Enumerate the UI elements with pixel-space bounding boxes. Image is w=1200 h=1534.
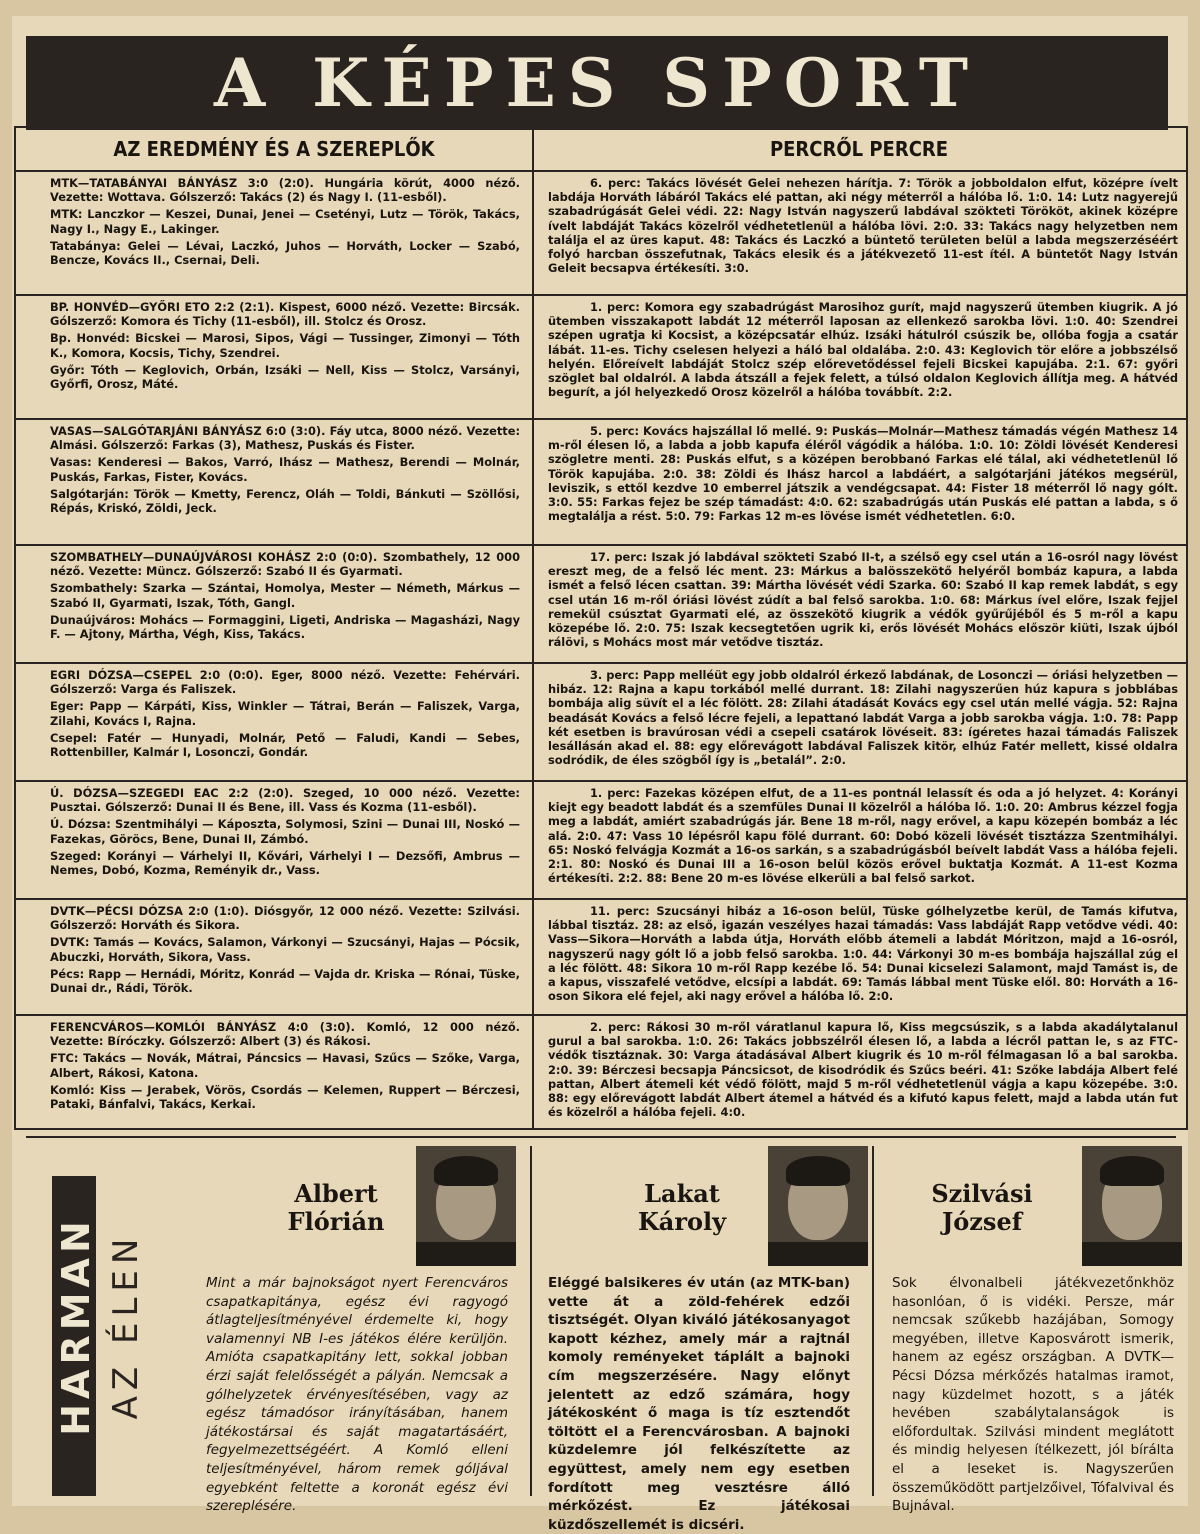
profile-name: Albert Flórián — [287, 1179, 385, 1236]
match-lineups — [16, 420, 534, 546]
team-lineup: Győr: Tóth — Keglovich, Orbán, Izsáki — Nell, Kiss — Stolcz, Varsányi, Győrfi, Orosz, Máté. — [50, 362, 520, 392]
minute-by-minute-text: 1. perc: Komora egy szabadrúgást Marosihoz gurít, majd nagyszerű ütemben kiugrik. A jó ütemben visszakapott labdát 12 méterről laposan az ellenkező sarokba lövi. 1:0. 40: Szendrei szépen ugratja ki Kocsist, a középcsatár elhúz. Izsáki hátulról csúszik be, ollóba fogja a csatár lábát. 11-es. Tichy cselesen helyezi a háló bal oldalába. 2:0. 43: Keglovich tör előre a jobbszélső helyén. Előreívelt labdáját Stolcz szép előrevetődéssel fejeli Bicskei kapujába. 2:1. 67: győri szöglet bal oldalról. A labda átszáll a fejek felett, a túlsó oldalon Keglovich állítja meg. A hátvéd begurít, a jól helyezkedő Orosz közelről a hálóba továbbít. 2:2. — [548, 300, 1178, 400]
match-lineups — [16, 782, 534, 900]
team-lineup: Dunaújváros: Mohács — Formaggini, Ligeti, Andriska — Magasházi, Nagy F. — Ajtony, Mártha, Végh, Kiss, Takács. — [50, 612, 520, 642]
match-minutes — [534, 420, 1186, 546]
team-lineup: Szombathely: Szarka — Szántai, Homolya, Mester — Németh, Márkus — Szabó II, Gyarmati, Iszak, Tóth, Gangl. — [50, 581, 520, 610]
team-lineup: DVTK: Tamás — Kovács, Salamon, Várkonyi — Szucsányi, Hajas — Pócsik, Abuczki, Horváth, Sikora, Vass. — [50, 935, 520, 964]
match-summary: SZOMBATHELY—DUNAÚJVÁROSI KOHÁSZ 2:0 (0:0). Szombathely, 12 000 néző. Vezette: Müncz. Gólszerző: Szabó II és Gyarmati. — [50, 550, 520, 579]
match-lineups — [16, 900, 534, 1016]
minute-by-minute-text: 2. perc: Rákosi 30 m-ről váratlanul kapura lő, Kiss megcsúszik, s a labda akadálytalanul gurul a bal sarokba. 1:0. 26: Takács jobbszélről élesen lő, a labda a lécről pattan le, s az FTC-védők tisztáznak. 30: Varga átadásával Albert kiugrik és 10 m-ről félmagasan lő a bal sarokba. 2:0. 39: Bérczesi becsapja Páncsicsot, de kisodródik és Szűcs beéri. 41: Szőke labdája Albert felé pattan, Albert átemeli két védő fölött, majd 5 m-ről védhetetlenül vágja a kapu közepébe. 3:0. 88: egy előrevágott labdát Albert átemel a hátvéd és a kifutó kapus felett, majd a labda után fut és közelről a hálóba fejeli. 4:0. — [548, 1020, 1178, 1120]
team-lineup: Salgótarján: Török — Kmetty, Ferencz, Oláh — Toldi, Bánkuti — Szöllősi, Répás, Kriskó, Zöldi, Jeck. — [50, 486, 520, 516]
results-column-header: AZ EREDMÉNY ÉS A SZEREPLŐK — [16, 128, 534, 172]
match-lineups — [16, 172, 534, 296]
match-row — [16, 170, 1186, 296]
match-minutes — [534, 900, 1186, 1016]
feature-section — [26, 1136, 1176, 1533]
match-row — [16, 1014, 1186, 1130]
profile-text: Mint a már bajnokságot nyert Ferencváros csapatkapitánya, egész évi ragyogó átlagteljesítményével érdemelte ki, hogy valamennyi NB I-es játékos élére kerüljön. Amióta csapatkapitány lett, sokkal jobban érzi saját felelősségét a pályán. Nemcsak a gólhelyzetek érvényesítésében, vagy az egész támadósor irányításában, hanem játékostársai és saját magatartásáért, fegyelmezettségéért. A Komló elleni teljesítményével, három remek góljával egyebként feltette a koronát egész évi szereplésére. — [206, 1275, 508, 1515]
match-summary: FERENCVÁROS—KOMLÓI BÁNYÁSZ 4:0 (3:0). Komló, 12 000 néző. Vezette: Bíróczky. Gólszerző: Albert (3) és Rákosi. — [50, 1020, 520, 1049]
team-lineup: Szeged: Korányi — Várhelyi II, Kővári, Várhelyi I — Dezsőfi, Ambrus — Nemes, Dobó, Kozma, Reményik dr., Vass. — [50, 848, 520, 878]
team-lineup: Vasas: Kenderesi — Bakos, Varró, Ihász — Mathesz, Berendi — Molnár, Puskás, Farkas, Fister, Kovács. — [50, 455, 520, 484]
team-lineup: MTK: Lanczkor — Keszei, Dunai, Jenei — Csetényi, Lutz — Török, Takács, Nagy I., Nagy E., Lakinger. — [50, 207, 520, 236]
minute-by-minute-text: 17. perc: Iszak jó labdával szökteti Szabó II-t, a szélső egy csel után a 16-osról nagy lövést ereszt meg, de a felső léc ment. 23: Márkus a balösszekötő helyéről bombáz kapura, a labda ismét a felső lécen csattan. 39: Mártha lövését védi Szarka. 60: Szabó II kap remek labdát, s egy csel után 16 m-ről óriási lövést zúdít a bal felső sarokba. 1:0. 68: Márkus ível előre, Iszak fejjel remekül csúsztat Gyarmati elé, az összekötő kiugrik a védők gyűrűjéből és 5 m-ről a kapu közepébe lő. 2:0. 75: Iszak kecsegtetően ugrik ki, erős lövését Mohács először kiüti, Iszak újból rálövi, s Mohács most már vetődve tisztáz. — [548, 550, 1178, 650]
match-lineups — [16, 1016, 534, 1130]
feature-subtitle: AZ ÉLEN — [106, 1232, 146, 1420]
profile-albert — [176, 1136, 516, 1515]
team-lineup: Komló: Kiss — Jerabek, Vörös, Csordás — Kelemen, Ruppert — Bérczesi, Pataki, Bánfalvi, Takács, Kerkai. — [50, 1082, 520, 1112]
match-row — [16, 294, 1186, 420]
match-row — [16, 662, 1186, 782]
match-summary: Ú. DÓZSA—SZEGEDI EAC 2:2 (2:0). Szeged, 10 000 néző. Vezette: Pusztai. Gólszerző: Dunai II és Bene, ill. Vass és Kozma (11-esből). — [50, 786, 520, 815]
match-minutes — [534, 1016, 1186, 1130]
minute-by-minute-text: 11. perc: Szucsányi hibáz a 16-oson belül, Tüske gólhelyzetbe kerül, de Tamás kifutva, lábbal tisztáz. 28: az első, igazán veszélyes hazai támadás: Vass labdáját Rapp vetődve védi. 40: Vass—Sikora—Horváth a labda útja, Horváth előbb átemeli a labdát Móritzon, majd a 16-osról, nagyszerű nagy gólt lő a jobb felső sarokba. 1:0. 44: Várkonyi 30 m-es bombája hajszállal zúg el a léc fölött. 48: Sikora 10 m-ről Rapp kezébe lő. 54: Dunai kicselezi Salamont, majd Tamást is, de a kapus, visszafelé vetődve, elcsípi a labdát. 69: Tamás lábbal ment Tüske elől. 80: Horváth a 16-oson Sikora elé fejel, aki nagy erővel a hálóba lő. 2:0. — [548, 904, 1178, 1004]
match-minutes — [534, 172, 1186, 296]
minute-by-minute-text: 1. perc: Fazekas középen elfut, de a 11-es pontnál lelassít és oda a jó helyzet. 4: Korányi kiejt egy beadott labdát és a szemfüles Dunai II közelről a hálóba lő. 1:0. 20: Ambrus kézzel fogja meg a labdát, amiért szabadrúgás jár. Bene 18 m-ről, nagy erővel, a kapu közepén bombáz a léc alá. 2:0. 47: Vass 10 lépésről kapu fölé durrant. 60: Dobó közeli lövését tisztázza Szentmihályi. 65: Noskó felvágja Kozmát a 16-os sarkán, s a szabadrúgásból beívelt labdát Vass a hálóba fejeli. 2:1. 80: Noskó és Dunai III a 16-oson belül közös erővel buktatja Kozmát. A 11-est Kozma értékesíti. 2:2. 88: Bene 20 m-es lövése elkerüli a bal felső sarkot. — [548, 786, 1178, 886]
match-minutes — [534, 546, 1186, 664]
match-lineups — [16, 664, 534, 782]
match-row — [16, 418, 1186, 546]
feature-title: HARMAN — [54, 1216, 98, 1436]
team-lineup: Eger: Papp — Kárpáti, Kiss, Winkler — Tátrai, Berán — Faliszek, Varga, Zilahi, Kovács I, Rajna. — [50, 699, 520, 728]
match-summary: BP. HONVÉD—GYŐRI ETO 2:2 (2:1). Kispest, 6000 néző. Vezette: Bircsák. Gólszerző: Komora és Tichy (11-esből), ill. Stolcz és Orosz. — [50, 300, 520, 329]
team-lineup: Csepel: Fatér — Hunyadi, Molnár, Pető — Faludi, Kandi — Sebes, Rottenbiller, Kalmár I, Losonczi, Gondár. — [50, 730, 520, 760]
newspaper-page — [12, 16, 1188, 1533]
profile-text: Eléggé balsikeres év után (az MTK-ban) vette át a zöld-fehérek edzői tisztségét. Olyan kiváló játékosanyagot kapott kézhez, amely már a rajtnál komoly reményeket táplált a bajnoki cím megszerzésére. Nagy előnyt jelentett az edző számára, hogy játékosként ő maga is tíz esztendőt töltött el a Ferencvárosban. A bajnoki küzdelemre jól felkészítette az együttest, amely nem egy esetben fordított meg vesztésre álló mérkőzést. Ez játékosai küzdőszellemét is dicséri. — [548, 1275, 850, 1533]
match-summary: DVTK—PÉCSI DÓZSA 2:0 (1:0). Diósgyőr, 12 000 néző. Vezette: Szilvási. Gólszerző: Horváth és Sikora. — [50, 904, 520, 933]
feature-heading — [46, 1156, 172, 1496]
match-minutes — [534, 664, 1186, 782]
profile-name: Szilvási József — [931, 1179, 1033, 1236]
profile-lakat — [542, 1136, 872, 1533]
match-minutes — [534, 296, 1186, 420]
minute-by-minute-text: 5. perc: Kovács hajszállal lő mellé. 9: Puskás—Molnár—Mathesz támadás végén Mathesz 14 m-ről élesen lő, a labda a jobb kapufa éléről vágódik a hálóba. 1:0. 10: Zöldi lövését Kenderesi szögletre menti. 28: Puskás elfut, s a középen berobbanó Farkas elé tálal, aki védhetetlenül lő Török kapujába. 2:0. 38: Zöldi és Ihász harcol a labdáért, a salgótarjáni játékos megsérül, leviszik, s ettől kezdve 10 emberrel játszik a vendégcsapat. 44: Fister 18 méterről lő nagy gólt. 3:0. 55: Farkas fejez be szép támadást: 4:0. 62: szabadrúgás után Puskás elé pattan a labda, s ő megtalálja a rést. 5:0. 79: Farkas 12 m-es lövése ismét védhetetlen. 6:0. — [548, 424, 1178, 524]
portrait-photo — [768, 1146, 868, 1266]
masthead-banner — [26, 36, 1168, 130]
column-divider — [530, 1146, 532, 1496]
match-lineups — [16, 296, 534, 420]
match-summary: MTK—TATABÁNYAI BÁNYÁSZ 3:0 (2:0). Hungária körút, 4000 néző. Vezette: Wottava. Gólszerző: Takács (2) és Nagy I. (11-esből). — [50, 176, 520, 205]
results-table — [14, 126, 1188, 1130]
team-lineup: Tatabánya: Gelei — Lévai, Laczkó, Juhos — Horváth, Locker — Szabó, Bencze, Kovács II., Csernai, Deli. — [50, 238, 520, 268]
portrait-photo — [416, 1146, 516, 1266]
match-row — [16, 898, 1186, 1016]
profile-name: Lakat Károly — [637, 1179, 727, 1236]
team-lineup: Bp. Honvéd: Bicskei — Marosi, Sipos, Vági — Tussinger, Zimonyi — Tóth K., Komora, Kocsis, Tichy, Szendrei. — [50, 331, 520, 360]
minute-by-minute-text: 6. perc: Takács lövését Gelei nehezen hárítja. 7: Török a jobboldalon elfut, középre ívelt labdája Horváth lábáról Takács elé pattan, aki négy méterről a hálóba lő. 1:0. 14: Lutz nagyerejű szabadrúgását Gelei védi. 22: Nagy István nagyszerű labdával szökteti Törököt, akinek középre ívelt labdáját Takács közelről védhetetlenül a hálóba lövi. 2:0. 33: Takács nagy helyzetben nem találja el az üres kaput. 48: Takács és Laczkó a büntető területen belül a labda megszerzéséért folyó harcban összefutnak, Takács elesik és a játékvezető 11-est ítél. A büntetőt Nagy István Geleit becsapva értékesíti. 3:0. — [548, 176, 1178, 276]
match-summary: EGRI DÓZSA—CSEPEL 2:0 (0:0). Eger, 8000 néző. Vezette: Fehérvári. Gólszerző: Varga és Faliszek. — [50, 668, 520, 697]
profile-szilvasi — [882, 1136, 1176, 1515]
match-minutes — [534, 782, 1186, 900]
match-row — [16, 780, 1186, 900]
profile-text: Sok élvonalbeli játékvezetőnkhöz hasonlóan, ő is vidéki. Persze, már nemcsak szűkebb hazájában, Somogy megyében, illetve Kaposvárott ismerik, hanem az egész országban. A DVTK—Pécsi Dózsa mérkőzés hatalmas iramot, nagy küzdelmet hozott, s a játék hevében szabálytalanságok is előfordultak. Szilvási mindent meglátott és mindig helyesen ítélkezett, jól bírálta el a leseket is. Nagyszerűen összeműködött partjelzőivel, Tófalvival és Bujnával. — [892, 1275, 1174, 1515]
match-lineups — [16, 546, 534, 664]
team-lineup: Pécs: Rapp — Hernádi, Móritz, Konrád — Vajda dr. Kriska — Rónai, Tüske, Dunai dr., Rádi, Török. — [50, 966, 520, 996]
match-summary: VASAS—SALGÓTARJÁNI BÁNYÁSZ 6:0 (3:0). Fáy utca, 8000 néző. Vezette: Almási. Gólszerző: Farkas (3), Mathesz, Puskás és Fister. — [50, 424, 520, 453]
team-lineup: Ú. Dózsa: Szentmihályi — Káposzta, Solymosi, Szini — Dunai III, Noskó — Fazekas, Göröcs, Bene, Dunai II, Zámbó. — [50, 817, 520, 846]
column-divider — [872, 1146, 874, 1496]
portrait-photo — [1082, 1146, 1182, 1266]
minute-by-minute-text: 3. perc: Papp melléüt egy jobb oldalról érkező labdának, de Losonczi — óriási helyzetben — hibáz. 12: Rajna a kapu torkából mellé durrant. 18: Zilahi nagyszerűen húz kapura s jobblábas bombája alig süvít el a léc fölött. 28: Zilahi átadását Kovács egy csel után mellé vágja. 52: Rajna beadását Kovács a felső lécre fejeli, a lepattanó labdát Varga a jobb sarokba vágja. 1:0. 78: Papp két esetben is bravúrosan védi a csepeli csatárok lövéseit. 83: ígéretes hazai támadás Faliszek lesállásán akad el. 88: egy előrevágott labdával Faliszek kitör, elhúz Fatér mellett, kissé oldalra sodródik, de éles szögből így is „betalál”. 2:0. — [548, 668, 1178, 768]
masthead-title: A KÉPES SPORT — [213, 44, 981, 122]
minutes-column-header: PERCRŐL PERCRE — [534, 128, 1184, 172]
team-lineup: FTC: Takács — Novák, Mátrai, Páncsics — Havasi, Szűcs — Szőke, Varga, Albert, Rákosi, Katona. — [50, 1051, 520, 1080]
match-row — [16, 544, 1186, 664]
